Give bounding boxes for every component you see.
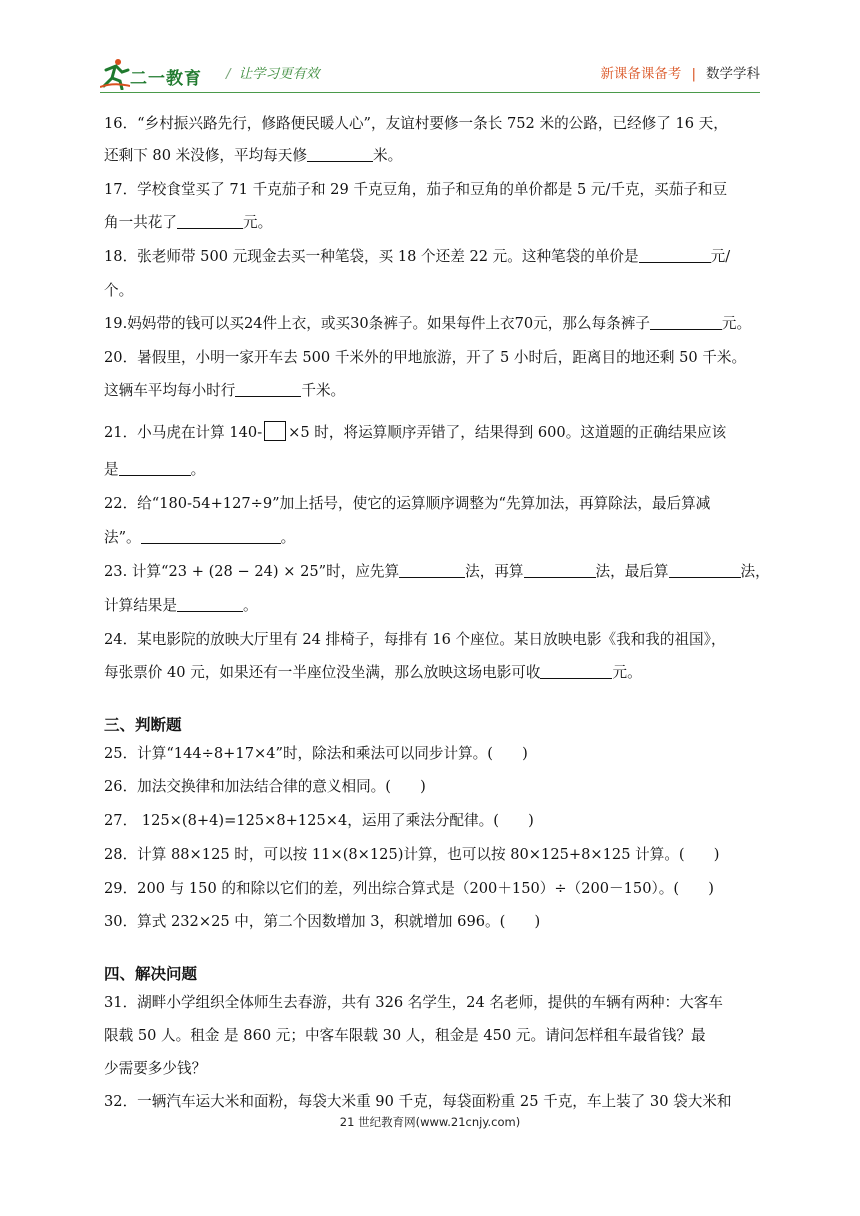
- q23-text-d: 法，: [740, 563, 770, 580]
- q16-line1: 16．“乡村振兴路先行，修路便民暖人心”，友谊村要修一条长 752 米的公路，已经修了 16 天，: [104, 115, 728, 132]
- q21-line2: [104, 460, 205, 480]
- q17-unit: 元。: [242, 214, 273, 231]
- answer-blank[interactable]: [177, 214, 243, 229]
- q16-line2: [104, 146, 402, 166]
- q24-line2: [104, 663, 642, 683]
- header-tag-subject: 数学学科: [706, 66, 760, 82]
- q17-text: 角一共花了: [104, 214, 177, 231]
- answer-blank[interactable]: [399, 563, 465, 578]
- q21-text-b: ×5 时，将运算顺序弄错了，结果得到 600。这道题的正确结果应该: [288, 424, 727, 441]
- q16-text: 还剩下 80 米没修，平均每天修: [104, 147, 307, 164]
- q28: 28．计算 88×125 时，可以按 11×(8×125)计算，也可以按 80×125+8×125 计算。( ): [104, 846, 720, 863]
- q23-end: 。: [242, 597, 258, 614]
- answer-blank[interactable]: [177, 597, 243, 612]
- q22-line2: [104, 528, 295, 548]
- q31-line1: 31．湖畔小学组织全体师生去春游，共有 326 名学生，24 名老师，提供的车辆有两种：大客车: [104, 994, 723, 1011]
- q27: 27． 125×(8+4)=125×8+125×4，运用了乘法分配律。( ): [104, 812, 534, 829]
- q17-line2: [104, 213, 272, 233]
- header-divider: [100, 92, 760, 93]
- q21-text-c: 是: [104, 461, 119, 478]
- q30: 30．算式 232×25 中，第二个因数增加 3，积就增加 696。( ): [104, 913, 541, 930]
- page-footer: 21 世纪教育网(www.21cnjy.com): [339, 1115, 521, 1129]
- slogan-text: 让学习更有效: [238, 66, 320, 82]
- section-title-problems: 四、解决问题: [104, 965, 198, 983]
- q20-unit: 千米。: [301, 382, 346, 399]
- slogan-slash: /: [226, 66, 231, 82]
- q20-line1: 20．暑假里，小明一家开车去 500 千米外的甲地旅游，开了 5 小时后，距离目的地还剩 50 千米。: [104, 349, 747, 366]
- q20-text: 这辆车平均每小时行: [104, 382, 236, 399]
- q26: 26．加法交换律和加法结合律的意义相同。( ): [104, 778, 426, 795]
- q23-line2: [104, 596, 258, 616]
- runner-icon: [100, 56, 130, 90]
- q18-text: 18．张老师带 500 元现金去买一种笔袋，买 18 个还差 22 元。这种笔袋的单价是: [104, 248, 639, 265]
- q29: 29．200 与 150 的和除以它们的差，列出综合算式是（200＋150）÷（200－150）。( ): [104, 880, 714, 897]
- page-header: [100, 56, 760, 92]
- answer-blank[interactable]: [235, 382, 301, 397]
- logo-text: 二一教育: [130, 69, 202, 89]
- q21-end: 。: [190, 461, 206, 478]
- q18-line2: 个。: [104, 282, 134, 299]
- q23-text-a: 23. 计算“23 + (28 − 24) × 25”时，应先算: [104, 563, 400, 580]
- q18-unit: 元/: [710, 248, 731, 265]
- header-tag-courses: 新课备课备考: [600, 66, 682, 82]
- header-separator: |: [691, 66, 696, 82]
- brand-logo: [100, 56, 220, 90]
- q21-line1: [104, 421, 726, 443]
- q24-text: 每张票价 40 元，如果还有一半座位没坐满，那么放映这场电影可收: [104, 664, 541, 681]
- q22-end: 。: [280, 529, 296, 546]
- q16-unit: 米。: [372, 147, 403, 164]
- answer-blank[interactable]: [119, 461, 191, 476]
- q23-text-c: 法，最后算: [595, 563, 669, 580]
- q17-line1: 17．学校食堂买了 71 千克茄子和 29 千克豆角，茄子和豆角的单价都是 5 元/千克，买茄子和豆: [104, 181, 728, 198]
- missing-number-box[interactable]: [264, 421, 286, 441]
- answer-blank[interactable]: [669, 563, 741, 578]
- q31-line3: 少需要多少钱？: [104, 1060, 207, 1077]
- q22-line1: 22．给“180-54+127÷9”加上括号，使它的运算顺序调整为“先算加法，再算除法，最后算减: [104, 495, 711, 512]
- q25: 25．计算“144÷8+17×4”时，除法和乘法可以同步计算。( ): [104, 745, 528, 762]
- q31-line2: 限载 50 人。租金 是 860 元；中客车限载 30 人，租金是 450 元。请问怎样租车最省钱？最: [104, 1027, 706, 1044]
- answer-blank[interactable]: [650, 315, 722, 330]
- q24-unit: 元。: [612, 664, 642, 681]
- q19-unit: 元。: [721, 315, 752, 332]
- answer-blank[interactable]: [307, 147, 373, 162]
- slogan: [226, 62, 320, 82]
- q19-text: 19.妈妈带的钱可以买24件上衣，或买30条裤子。如果每件上衣70元，那么每条裤子: [104, 315, 650, 332]
- q23-text-b: 法，再算: [465, 563, 524, 580]
- answer-blank[interactable]: [141, 529, 281, 544]
- q23-line1: [104, 562, 770, 582]
- answer-blank[interactable]: [524, 563, 596, 578]
- q20-line2: [104, 381, 345, 401]
- header-tags: [600, 62, 760, 82]
- q32-line1: 32．一辆汽车运大米和面粉，每袋大米重 90 千克，每袋面粉重 25 千克，车上装了 30 袋大米和: [104, 1093, 732, 1110]
- q18-line1: [104, 247, 730, 267]
- q21-text-a: 21．小马虎在计算 140-: [104, 424, 263, 441]
- q19-line1: [104, 314, 751, 334]
- answer-blank[interactable]: [540, 664, 612, 679]
- q22-text: 法”。: [104, 529, 141, 546]
- q23-text-e: 计算结果是: [104, 597, 177, 614]
- answer-blank[interactable]: [639, 248, 711, 263]
- section-title-judgment: 三、判断题: [104, 716, 182, 734]
- q24-line1: 24．某电影院的放映大厅里有 24 排椅子，每排有 16 个座位。某日放映电影《我和我的祖国》，: [104, 631, 726, 648]
